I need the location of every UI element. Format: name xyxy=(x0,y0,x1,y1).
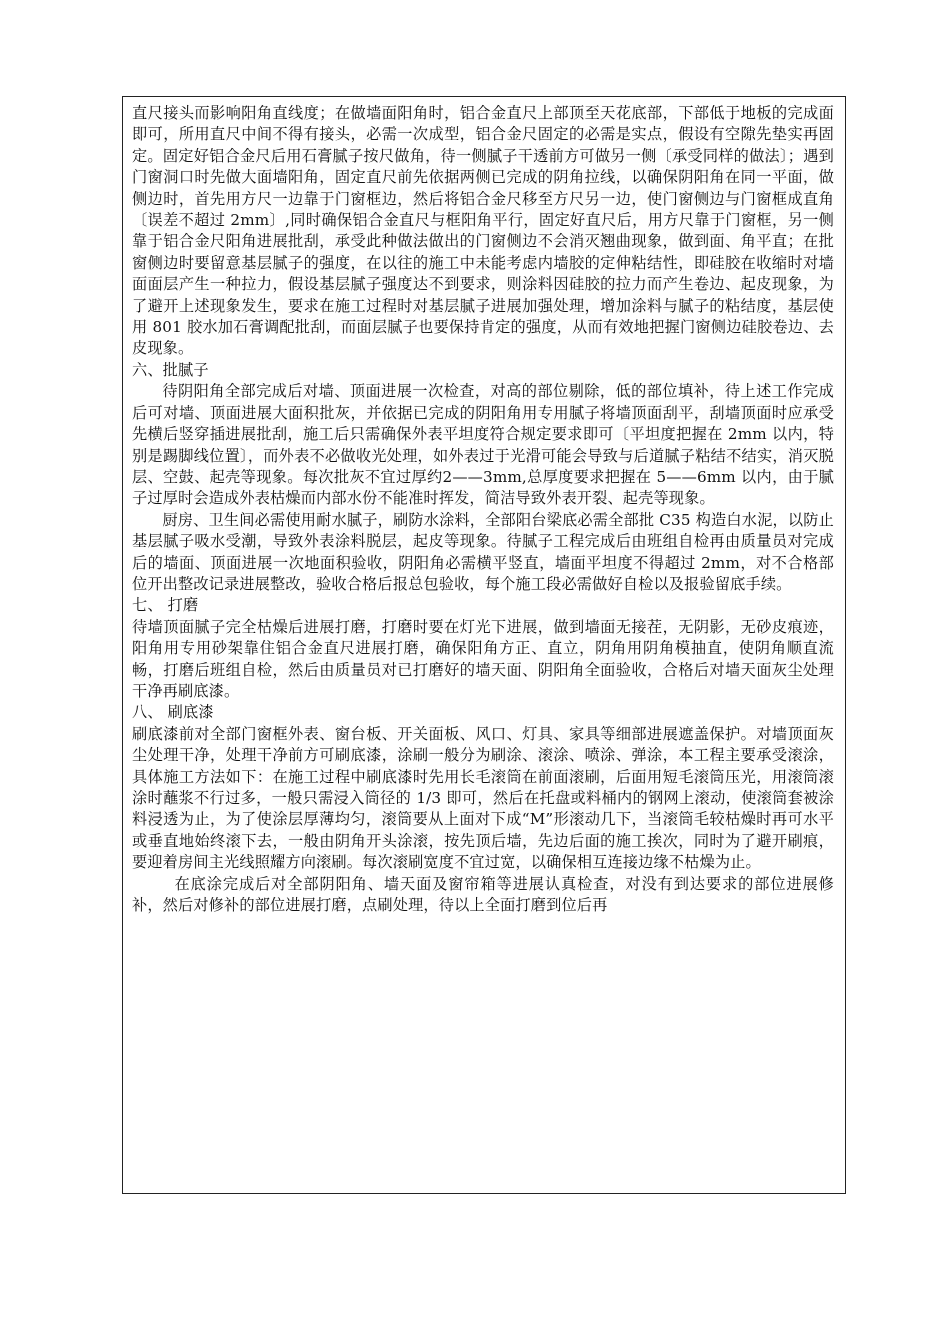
paragraph-primer: 刷底漆前对全部门窗框外表、窗台板、开关面板、风口、灯具、家具等细部进展遮盖保护。对墙顶面灰尘处理干净，处理干净前方可刷底漆，涂刷一般分为刷涂、滚涂、喷涂、弹涂，本工程主要承受滚涂，具体施工方法如下：在施工过程中刷底漆时先用长毛滚筒在前面滚刷，后面用短毛滚筒压光，用滚筒滚涂时蘸浆不行过多，一般只需浸入筒径的 1/3 即可，然后在托盘或料桶内的钢网上滚动，使滚筒套被涂料浸透为止，为了使涂层厚薄均匀，滚筒要从上面对下成“M”形滚动几下，当滚筒毛较枯燥时再可水平或垂直地始终滚下去，一般由阴角开头涂滚，按先顶后墙，先边后面的施工挨次，同时为了避开刷痕，要迎着房间主光线照耀方向滚刷。每次滚刷宽度不宜过宽，以确保相互连接边缘不枯燥为止。 xyxy=(132,724,834,872)
section-heading-8: 八、 刷底漆 xyxy=(132,703,214,722)
paragraph-primer-inspection: 在底涂完成后对全部阴阳角、墙天面及窗帘箱等进展认真检查，对没有到达要求的部位进展修补，然后对修补的部位进展打磨，点刷处理，待以上全面打磨到位后再 xyxy=(132,874,834,915)
content-table-cell xyxy=(122,96,846,1194)
section-heading-7: 七、 打磨 xyxy=(132,596,199,615)
paragraph-yangjiao-straightedge: 直尺接头而影响阳角直线度；在做墙面阳角时，铝合金直尺上部顶至天花底部，下部低于地板的完成面即可，所用直尺中间不得有接头，必需一次成型，铝合金尺固定的必需是实点，假设有空隙先垫实再固定。固定好铝合金尺后用石膏腻子按尺做角，待一侧腻子干透前方可做另一侧〔承受同样的做法〕；遇到门窗洞口时先做大面墙阳角，固定直尺前先依据两侧已完成的阴角拉线，以确保阴阳角在同一平面，做侧边时，首先用方尺一边靠于门窗框边，然后将铝合金尺移至方尺另一边，使门窗侧边与门窗框成直角〔误差不超过 2mm〕,同时确保铝合金直尺与框阳角平行，固定好直尺后，用方尺靠于门窗框，另一侧靠于铝合金尺阳角进展批刮，承受此种做法做出的门窗侧边不会消灭翘曲现象，做到面、角平直；在批窗侧边时要留意基层腻子的强度，在以往的施工中未能考虑内墙胶的定伸粘结性，即硅胶在收缩时对墙面面层产生一种拉力，假设基层腻子强度达不到要求，则涂料因硅胶的拉力而产生卷边、起皮现象，为了避开上述现象发生，要求在施工过程时对基层腻子进展加强处理，增加涂料与腻子的粘结度，基层使用 801 胶水加石膏调配批刮，而面层腻子也要保持肯定的强度，从而有效地把握门窗侧边硅胶卷边、去皮现象。 xyxy=(132,104,834,358)
paragraph-waterproof-putty: 厨房、卫生间必需使用耐水腻子，刷防水涂料，全部阳台梁底必需全部批 C35 构造白水泥，以防止基层腻子吸水受潮，导致外表涂料脱层，起皮等现象。待腻子工程完成后由班组自检再由质量员对完成后的墙面、顶面进展一次地面积验收，阴阳角必需横平竖直，墙面平坦度不得超过 2mm，对不合格部位开出整改记录进展整改，验收合格后报总包验收，每个施工段必需做好自检以及报验留底手续。 xyxy=(132,510,834,593)
paragraph-putty-inspection: 待阴阳角全部完成后对墙、顶面进展一次检查，对高的部位剔除，低的部位填补，待上述工作完成后可对墙、顶面进展大面积批灰，并依据已完成的阴阳角用专用腻子将墙顶面刮平，刮墙顶面时应承受先横后竖穿插进展批刮，施工后只需确保外表平坦度符合规定要求即可〔平坦度把握在 2mm 以内，特别是踢脚线位置〕，而外表不必做收光处理，如外表过于光滑可能会导致与后道腻子粘结不结实，消灭脱层、空鼓、起壳等现象。每次批灰不宜过厚约2——3mm,总厚度要求把握在 5——6mm 以内，由于腻子过厚时会造成外表枯燥而内部水份不能准时挥发，简洁导致外表开裂、起壳等现象。 xyxy=(132,382,834,508)
section-heading-6: 六、批腻子 xyxy=(132,360,209,379)
paragraph-sanding: 待墙顶面腻子完全枯燥后进展打磨，打磨时要在灯光下进展，做到墙面无接茬，无阴影，无砂皮痕迹，阳角用专用砂架靠住铝合金直尺进展打磨，确保阳角方正、直立，阴角用阴角模抽直，使阴角顺直流畅，打磨后班组自检，然后由质量员对已打磨好的墙天面、阴阳角全面验收，合格后对墙天面灰尘处理干净再刷底漆。 xyxy=(132,617,834,700)
document-body xyxy=(132,103,834,916)
